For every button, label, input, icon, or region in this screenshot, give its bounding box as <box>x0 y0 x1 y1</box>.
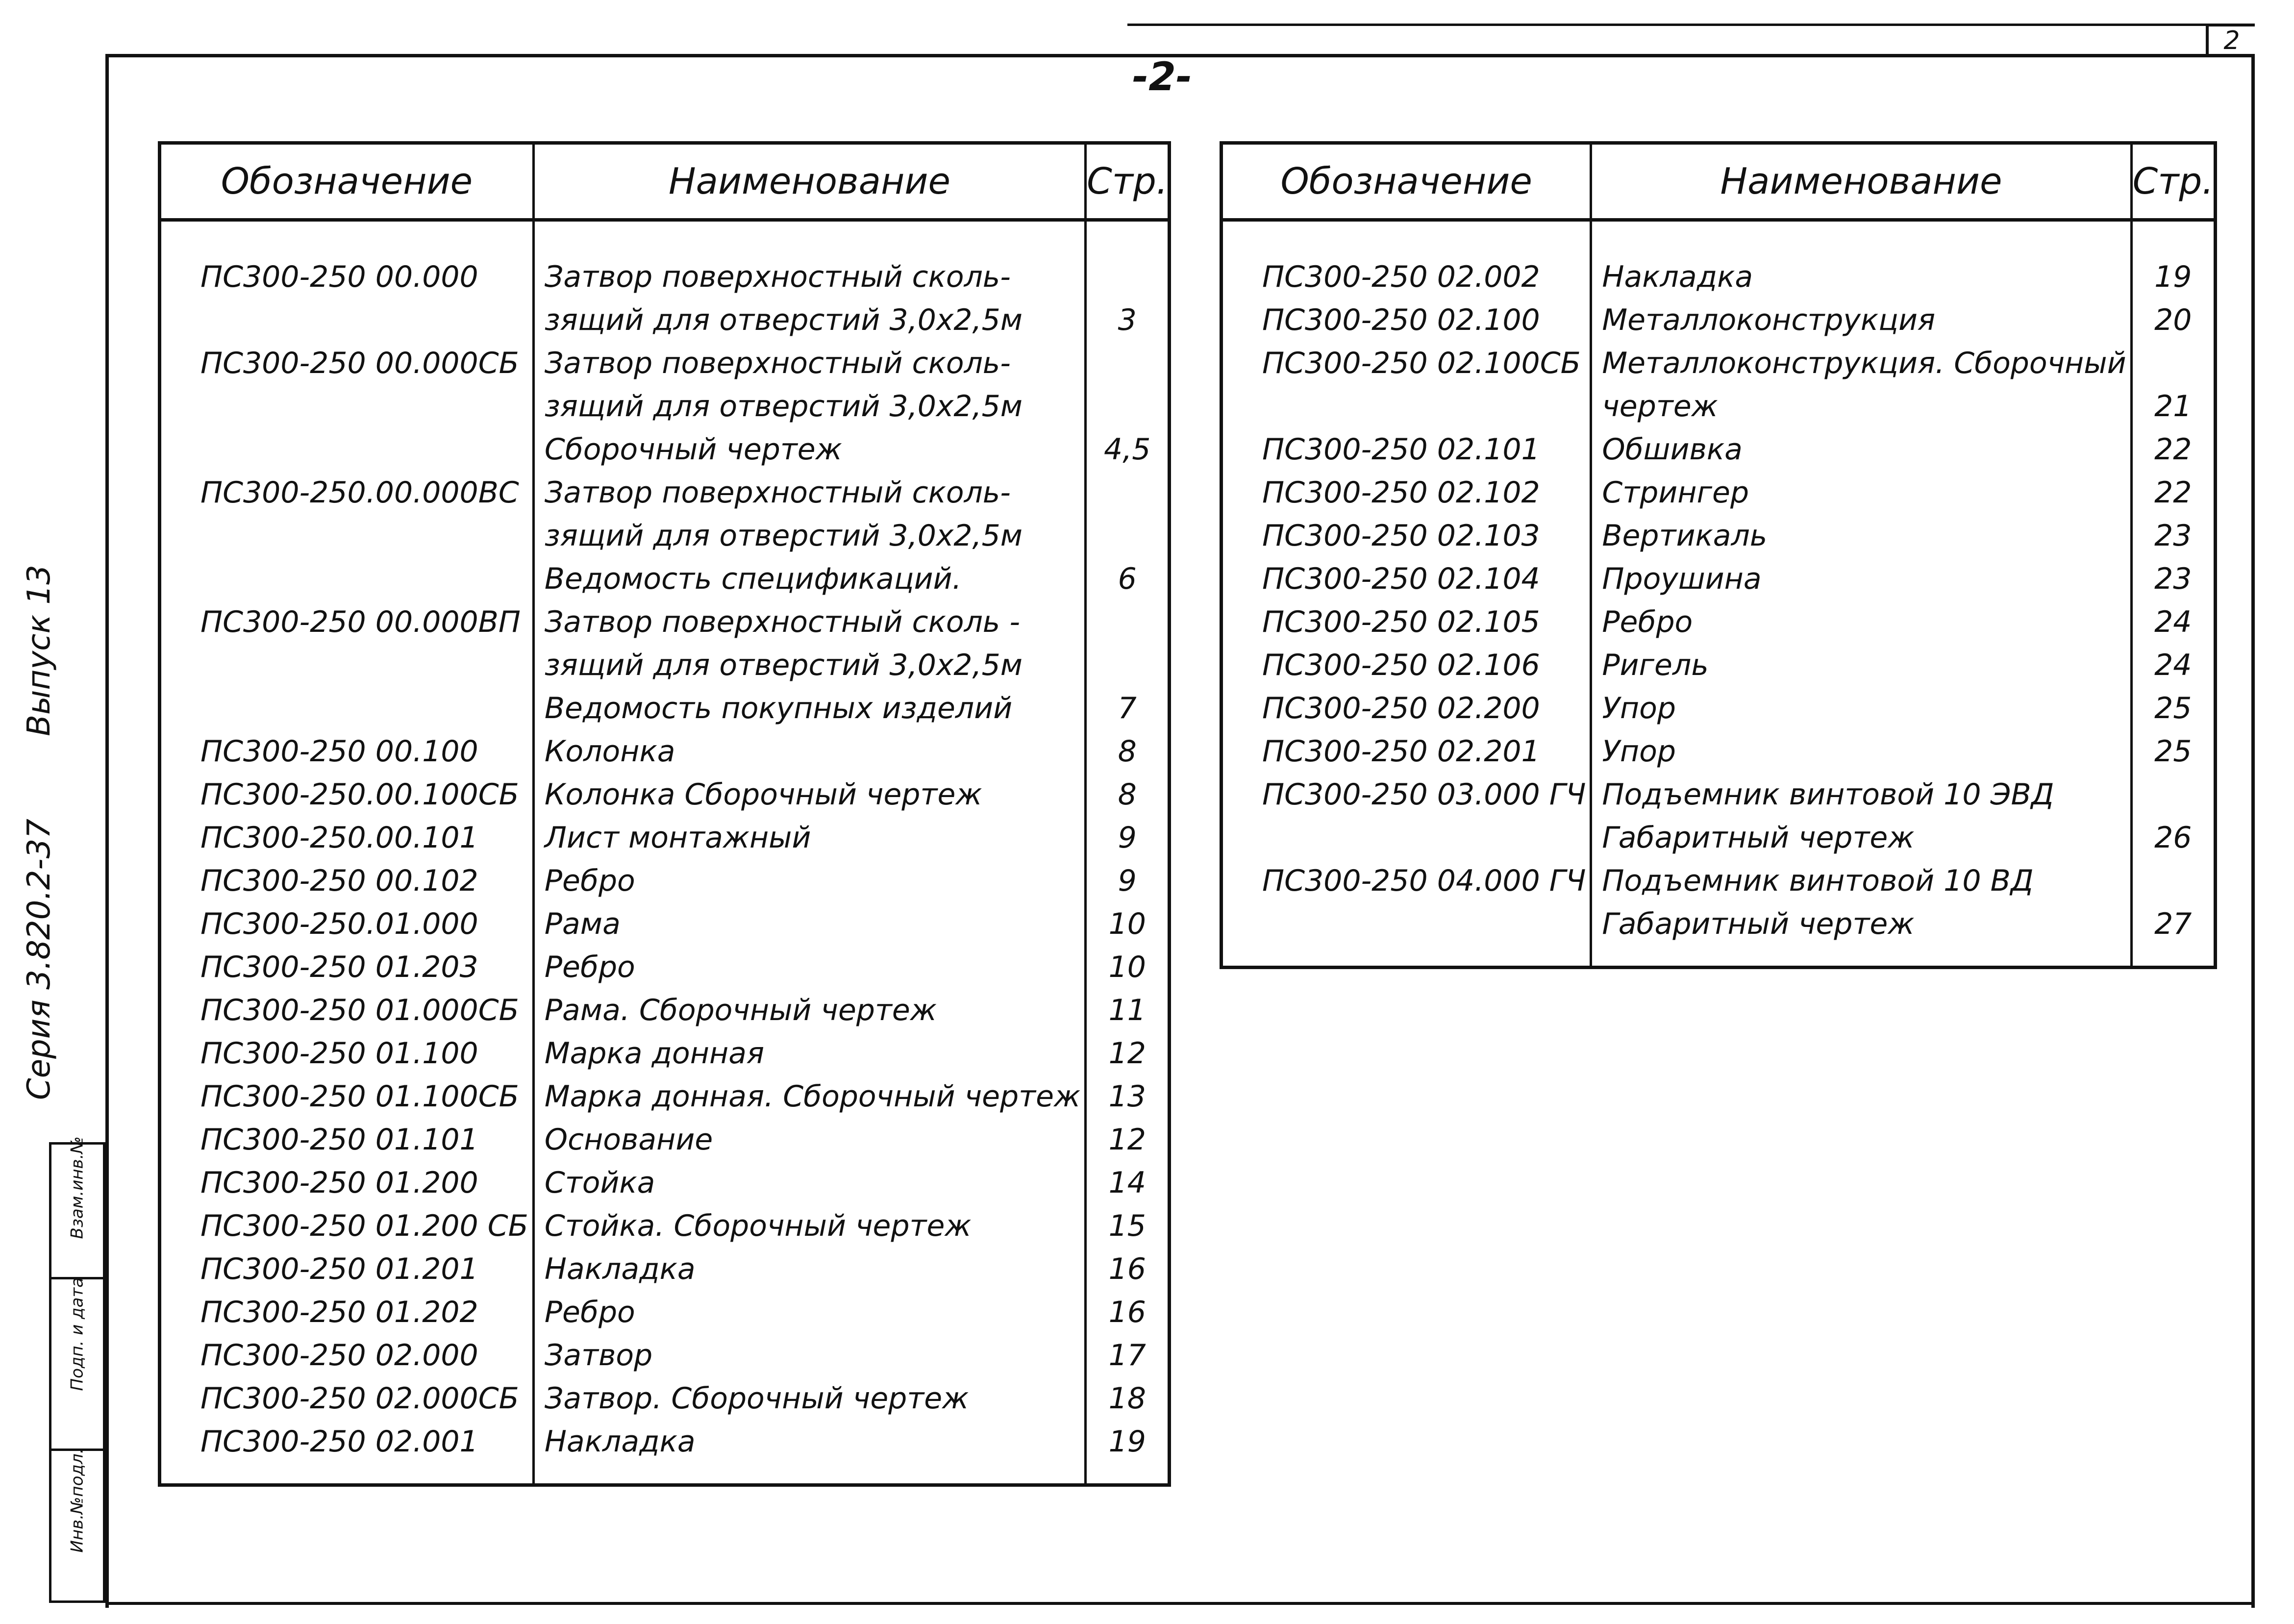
page-cell <box>2131 769 2215 812</box>
table-row <box>160 941 1170 984</box>
designation-cell <box>160 424 534 467</box>
spacer-row <box>160 220 1170 251</box>
designation-cell: ПС300-250 02.200 <box>1262 691 1540 725</box>
designation-cell: ПС300-250.00.000ВС <box>200 475 519 510</box>
designation-cell: ПС300-250 02.100СБ <box>1262 346 1581 380</box>
page-cell: 6 <box>1086 553 1170 596</box>
designation-cell <box>160 380 534 424</box>
name-cell: зящий для отверстий 3,0x2,5м <box>533 510 1085 553</box>
designation-cell: ПС300-250 00.000СБ <box>200 346 519 380</box>
table-row <box>1222 424 2216 467</box>
designation-cell <box>160 294 534 337</box>
page-cell: 24 <box>2131 596 2215 639</box>
stamp-podp-data: Подп. и дата <box>67 1277 87 1391</box>
name-cell: Стрингер <box>1591 467 2131 510</box>
page-cell: 3 <box>1086 294 1170 337</box>
page-cell: 9 <box>1086 855 1170 898</box>
designation-cell: ПС300-250 01.100 <box>200 1036 478 1071</box>
name-cell: Подъемник винтовой 10 ЭВД <box>1591 769 2131 812</box>
name-cell: зящий для отверстий 3,0x2,5м <box>533 639 1085 682</box>
table-row <box>160 1114 1170 1157</box>
page-cell: 17 <box>1086 1329 1170 1373</box>
name-cell: Колонка Сборочный чертеж <box>533 769 1085 812</box>
name-cell: Металлоконструкция <box>1591 294 2131 337</box>
designation-cell: ПС300-250 01.100СБ <box>200 1079 519 1114</box>
table-row <box>160 380 1170 424</box>
table-header-row <box>160 143 1170 220</box>
table-row <box>160 1157 1170 1200</box>
page-cell: 22 <box>2131 424 2215 467</box>
page-cell: 19 <box>2131 251 2215 294</box>
table-row <box>160 898 1170 941</box>
page-cell: 23 <box>2131 553 2215 596</box>
table-row <box>1222 337 2216 380</box>
page-cell: 18 <box>1086 1373 1170 1416</box>
name-cell: Ребро <box>533 941 1085 984</box>
stamp-inv-podl: Инв.№подл. <box>67 1448 87 1553</box>
designation-cell <box>160 639 534 682</box>
page-cell: 22 <box>2131 467 2215 510</box>
table-row <box>160 510 1170 553</box>
name-cell: Колонка <box>533 725 1085 769</box>
name-cell: чертеж <box>1591 380 2131 424</box>
name-cell: Марка донная <box>533 1027 1085 1071</box>
page-cell: 9 <box>1086 812 1170 855</box>
designation-cell: ПС300-250 00.000 <box>200 260 478 294</box>
name-cell: Сборочный чертеж <box>533 424 1085 467</box>
drawing-frame-bottom <box>105 1602 2255 1605</box>
page-cell: 26 <box>2131 812 2215 855</box>
page-cell <box>1086 251 1170 294</box>
page-cell <box>1086 337 1170 380</box>
name-cell: Накладка <box>533 1243 1085 1286</box>
designation-cell: ПС300-250 00.100 <box>200 734 478 769</box>
table-row <box>1222 898 2216 941</box>
name-cell: Упор <box>1591 682 2131 725</box>
name-cell: Ведомость покупных изделий <box>533 682 1085 725</box>
table-row <box>1222 682 2216 725</box>
page-cell: 16 <box>1086 1286 1170 1329</box>
name-cell: Лист монтажный <box>533 812 1085 855</box>
spacer-row <box>1222 220 2216 251</box>
designation-cell: ПС300-250.00.100СБ <box>200 777 519 812</box>
table-row <box>160 1200 1170 1243</box>
designation-cell: ПС300-250 02.000 <box>200 1338 478 1373</box>
side-label-vypusk: Выпуск 13 <box>21 565 57 736</box>
name-cell: Ребро <box>533 855 1085 898</box>
page-cell: 10 <box>1086 941 1170 984</box>
table-row <box>160 424 1170 467</box>
designation-cell: ПС300-250 02.000СБ <box>200 1381 519 1416</box>
name-cell: Марка донная. Сборочный чертеж <box>533 1071 1085 1114</box>
stamp-vzam-inv: Взам.инв.№ <box>67 1136 87 1239</box>
page-cell: 11 <box>1086 984 1170 1027</box>
designation-cell: ПС300-250 02.101 <box>1262 432 1540 467</box>
table-row <box>1222 769 2216 812</box>
header-designation: Обозначение <box>1222 143 1591 220</box>
table-row <box>1222 553 2216 596</box>
table-row <box>1222 639 2216 682</box>
name-cell: Ригель <box>1591 639 2131 682</box>
table-row <box>160 725 1170 769</box>
page-cell: 12 <box>1086 1027 1170 1071</box>
designation-cell: ПС300-250 02.106 <box>1262 648 1540 682</box>
name-cell: Затвор поверхностный сколь- <box>533 251 1085 294</box>
table-row <box>1222 510 2216 553</box>
left-contents-table <box>158 141 1171 1487</box>
designation-cell: ПС300-250 03.000 ГЧ <box>1262 777 1586 812</box>
table-row <box>160 1243 1170 1286</box>
table-row <box>160 294 1170 337</box>
designation-cell <box>160 510 534 553</box>
name-cell: Стойка <box>533 1157 1085 1200</box>
table-row <box>160 855 1170 898</box>
page-cell <box>2131 337 2215 380</box>
name-cell: Габаритный чертеж <box>1591 898 2131 941</box>
designation-cell: ПС300-250 01.101 <box>200 1123 478 1157</box>
table-row <box>160 1329 1170 1373</box>
page-cell: 10 <box>1086 898 1170 941</box>
designation-cell: ПС300-250 01.200 <box>200 1166 478 1200</box>
designation-cell: ПС300-250 02.103 <box>1262 519 1540 553</box>
page-cell: 19 <box>1086 1416 1170 1459</box>
table-row <box>1222 380 2216 424</box>
page-cell: 4,5 <box>1086 424 1170 467</box>
table-row <box>1222 725 2216 769</box>
page-cell <box>2131 855 2215 898</box>
page-number: -2- <box>1132 54 1193 100</box>
designation-cell: ПС300-250.01.000 <box>200 907 478 941</box>
name-cell: Затвор поверхностный сколь- <box>533 467 1085 510</box>
designation-cell: ПС300-250 04.000 ГЧ <box>1262 864 1586 898</box>
spacer-row <box>1222 941 2216 968</box>
page-cell <box>1086 639 1170 682</box>
table-row <box>160 1416 1170 1459</box>
page-cell: 20 <box>2131 294 2215 337</box>
page-cell <box>1086 467 1170 510</box>
designation-cell: ПС300-250 00.102 <box>200 864 478 898</box>
header-page: Стр. <box>1086 143 1170 220</box>
name-cell: Затвор поверхностный сколь- <box>533 337 1085 380</box>
page-cell: 24 <box>2131 639 2215 682</box>
page-cell <box>1086 380 1170 424</box>
name-cell: Ребро <box>533 1286 1085 1329</box>
designation-cell: ПС300-250.00.101 <box>200 821 478 855</box>
designation-cell: ПС300-250 02.002 <box>1262 260 1540 294</box>
table-row <box>160 467 1170 510</box>
name-cell: Подъемник винтовой 10 ВД <box>1591 855 2131 898</box>
name-cell: зящий для отверстий 3,0x2,5м <box>533 380 1085 424</box>
designation-cell <box>1222 380 1591 424</box>
table-row <box>160 553 1170 596</box>
name-cell: Обшивка <box>1591 424 2131 467</box>
header-name: Наименование <box>1591 143 2131 220</box>
designation-cell: ПС300-250 00.000ВП <box>200 605 521 639</box>
page-cell: 14 <box>1086 1157 1170 1200</box>
designation-cell: ПС300-250 01.203 <box>200 950 478 984</box>
table-row <box>1222 855 2216 898</box>
page-cell: 12 <box>1086 1114 1170 1157</box>
designation-cell: ПС300-250 02.105 <box>1262 605 1540 639</box>
table-row <box>160 1071 1170 1114</box>
name-cell: Проушина <box>1591 553 2131 596</box>
name-cell: зящий для отверстий 3,0x2,5м <box>533 294 1085 337</box>
name-cell: Накладка <box>1591 251 2131 294</box>
table-row <box>160 251 1170 294</box>
table-row <box>160 1373 1170 1416</box>
designation-cell: ПС300-250 02.201 <box>1262 734 1540 769</box>
name-cell: Рама <box>533 898 1085 941</box>
designation-cell: ПС300-250 01.201 <box>200 1252 478 1286</box>
designation-cell: ПС300-250 02.001 <box>200 1424 478 1459</box>
page-cell: 15 <box>1086 1200 1170 1243</box>
name-cell: Ведомость спецификаций. <box>533 553 1085 596</box>
table-row <box>160 812 1170 855</box>
spacer-row <box>160 1459 1170 1485</box>
designation-cell: ПС300-250 02.104 <box>1262 562 1540 596</box>
top-border-line <box>1127 24 2255 26</box>
table-row <box>160 1027 1170 1071</box>
designation-cell <box>1222 898 1591 941</box>
sheet-number: 2 <box>2206 24 2255 54</box>
page-cell: 21 <box>2131 380 2215 424</box>
name-cell: Основание <box>533 1114 1085 1157</box>
name-cell: Накладка <box>533 1416 1085 1459</box>
name-cell: Затвор. Сборочный чертеж <box>533 1373 1085 1416</box>
name-cell: Рама. Сборочный чертеж <box>533 984 1085 1027</box>
table-row <box>1222 596 2216 639</box>
name-cell: Габаритный чертеж <box>1591 812 2131 855</box>
table-row <box>160 984 1170 1027</box>
name-cell: Затвор <box>533 1329 1085 1373</box>
name-cell: Ребро <box>1591 596 2131 639</box>
page-cell: 13 <box>1086 1071 1170 1114</box>
page-cell: 16 <box>1086 1243 1170 1286</box>
table-row <box>160 769 1170 812</box>
designation-cell: ПС300-250 01.200 СБ <box>200 1209 528 1243</box>
side-label-seria: Серия 3.820.2-37 <box>21 819 57 1100</box>
table-row <box>1222 251 2216 294</box>
page-cell: 27 <box>2131 898 2215 941</box>
table-row <box>160 682 1170 725</box>
table-row <box>1222 467 2216 510</box>
page-cell: 8 <box>1086 725 1170 769</box>
designation-cell: ПС300-250 01.202 <box>200 1295 478 1329</box>
table-row <box>1222 294 2216 337</box>
table-row <box>160 596 1170 639</box>
page-cell: 23 <box>2131 510 2215 553</box>
page-cell: 8 <box>1086 769 1170 812</box>
designation-cell <box>1222 812 1591 855</box>
header-page: Стр. <box>2131 143 2215 220</box>
table-row <box>1222 812 2216 855</box>
name-cell: Затвор поверхностный сколь - <box>533 596 1085 639</box>
table-row <box>160 1286 1170 1329</box>
table-row <box>160 639 1170 682</box>
name-cell: Металлоконструкция. Сборочный <box>1591 337 2131 380</box>
name-cell: Упор <box>1591 725 2131 769</box>
page-cell: 25 <box>2131 682 2215 725</box>
designation-cell: ПС300-250 02.100 <box>1262 303 1540 337</box>
header-name: Наименование <box>533 143 1085 220</box>
table-row <box>160 337 1170 380</box>
name-cell: Вертикаль <box>1591 510 2131 553</box>
page-cell: 7 <box>1086 682 1170 725</box>
right-contents-table <box>1220 141 2217 969</box>
page-cell <box>1086 596 1170 639</box>
table-header-row <box>1222 143 2216 220</box>
designation-cell <box>160 682 534 725</box>
page-cell <box>1086 510 1170 553</box>
header-designation: Обозначение <box>160 143 534 220</box>
designation-cell: ПС300-250 02.102 <box>1262 475 1540 510</box>
designation-cell: ПС300-250 01.000СБ <box>200 993 519 1027</box>
side-stamp <box>49 1136 105 1603</box>
page-cell: 25 <box>2131 725 2215 769</box>
name-cell: Стойка. Сборочный чертеж <box>533 1200 1085 1243</box>
designation-cell <box>160 553 534 596</box>
